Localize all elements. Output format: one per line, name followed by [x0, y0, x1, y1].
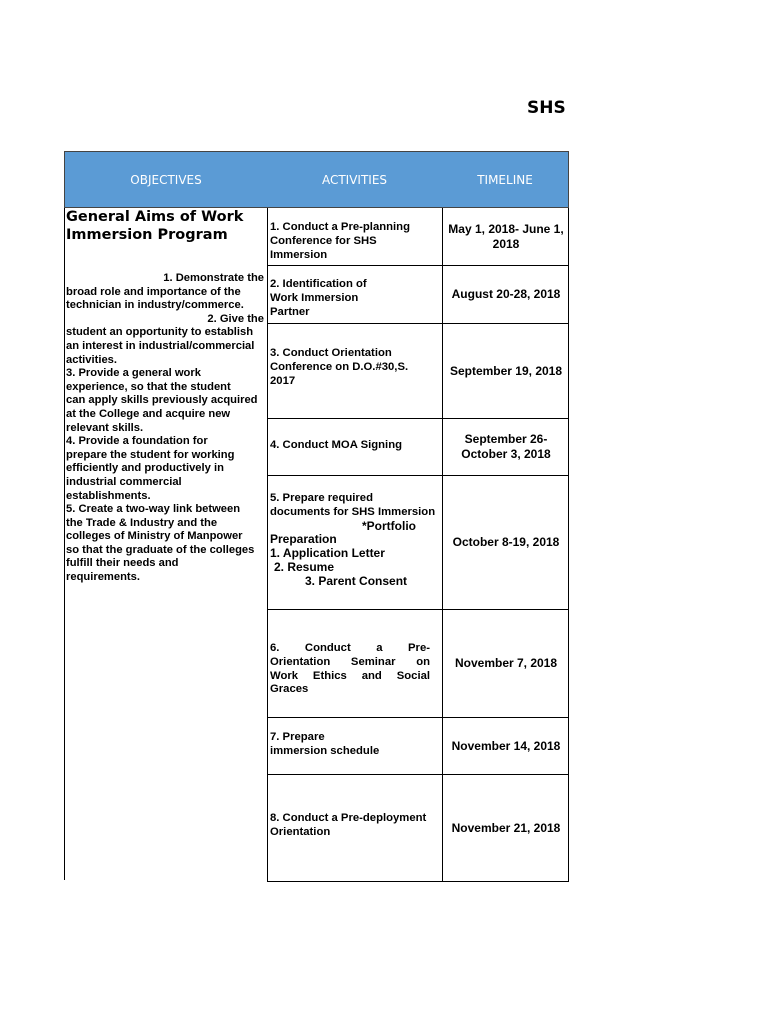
timeline-cell	[442, 208, 569, 265]
header-timeline-label: TIMELINE	[477, 172, 533, 187]
objective-line: 5. Create a two-way link between	[66, 503, 241, 516]
timeline-cell	[442, 324, 569, 418]
activity-line: Immersion	[270, 248, 328, 261]
activity-line: 8. Conduct a Pre-deployment	[270, 812, 427, 824]
objectives-heading-line: General Aims of Work	[66, 209, 244, 225]
activity-cell	[270, 812, 442, 840]
objective-line: experience, so that the student	[66, 380, 231, 393]
activity-line: Partner	[270, 305, 310, 318]
objective-line: broad role and importance of the	[66, 285, 241, 298]
objective-line: industrial commercial	[66, 475, 182, 488]
activity-line: 4. Conduct MOA Signing	[270, 439, 402, 451]
objectives-heading-line: Immersion Program	[66, 227, 228, 243]
timeline-line: November 7, 2018	[454, 656, 558, 670]
objective-line: 4. Provide a foundation for	[66, 435, 208, 448]
table-row	[267, 775, 569, 882]
objective-line: 3. Provide a general work	[66, 367, 201, 380]
activity-cell	[270, 221, 440, 262]
objective-line: prepare the student for working	[66, 448, 235, 461]
activity-line: 7. Prepare	[270, 731, 325, 743]
activity-cell	[270, 642, 430, 697]
activity-line: Conference on D.O.#30,S.	[270, 360, 409, 373]
table-row	[267, 266, 569, 324]
objective-line: the Trade & Industry and the	[66, 516, 218, 529]
table-row	[267, 208, 569, 266]
activity-line: Orientation Seminar on	[270, 655, 430, 668]
table-row	[267, 419, 569, 476]
header-objectives-label: OBJECTIVES	[130, 172, 202, 187]
table-row	[267, 610, 569, 718]
activity-line: 5. Prepare required	[270, 492, 373, 504]
objective-line: colleges of Ministry of Manpower	[66, 530, 243, 543]
activity-line: 6. Conduct a Pre-	[270, 642, 430, 654]
activity-line: 2. Identification of	[270, 278, 367, 290]
timeline-line: 2018	[492, 236, 520, 251]
timeline-cell	[442, 419, 569, 475]
timeline-line: October 3, 2018	[461, 447, 551, 461]
table-row	[267, 718, 569, 775]
timeline-cell	[442, 610, 569, 717]
activity-line: documents for SHS Immersion	[270, 505, 436, 518]
activity-line: Preparation	[270, 532, 337, 547]
activity-cell	[270, 347, 440, 388]
objective-line: requirements.	[66, 571, 140, 584]
timeline-line: August 20-28, 2018	[451, 287, 561, 301]
activity-cell	[270, 439, 440, 453]
activity-cell	[270, 731, 440, 759]
objectives-heading	[66, 208, 266, 244]
timeline-cell	[442, 476, 569, 609]
activity-line: Graces	[270, 683, 309, 696]
objective-line: relevant skills.	[66, 421, 144, 434]
timeline-line: October 8-19, 2018	[452, 535, 560, 549]
objective-line: establishments.	[66, 489, 151, 502]
activity-line: 1. Conduct a Pre-planning	[270, 221, 410, 233]
objective-line: at the College and acquire new	[66, 407, 231, 420]
activity-cell	[270, 492, 442, 589]
activity-line: *Portfolio	[362, 518, 416, 533]
activity-line: Conference for SHS	[270, 234, 377, 247]
table-row	[267, 476, 569, 610]
activity-line: 3. Parent Consent	[305, 573, 408, 588]
timeline-line: November 21, 2018	[451, 820, 561, 835]
timeline-line: September 26-	[464, 432, 548, 446]
timeline-cell	[442, 775, 569, 881]
objective-line: fulfill their needs and	[66, 557, 179, 570]
objective-line: activities.	[66, 353, 117, 366]
objectives-column-border	[64, 208, 65, 880]
header-activities-label: ACTIVITIES	[321, 172, 388, 187]
activity-line: Orientation	[270, 825, 331, 838]
activity-line: Work Ethics and Social	[270, 669, 430, 682]
objective-line: student an opportunity to establish	[66, 326, 254, 339]
activity-cell	[270, 278, 440, 319]
activity-line: 2. Resume	[274, 559, 335, 574]
timeline-line: September 19, 2018	[449, 363, 563, 378]
objective-line: an interest in industrial/commercial	[66, 339, 255, 352]
objective-line: 1. Demonstrate the	[163, 272, 264, 284]
table-row	[267, 324, 569, 419]
objective-line: efficiently and productively in	[66, 462, 224, 475]
timeline-cell	[442, 718, 569, 774]
timeline-cell	[442, 266, 569, 323]
objective-line: can apply skills previously acquired	[66, 394, 258, 407]
objective-line: technician in industry/commerce.	[66, 299, 244, 312]
header-activities	[267, 151, 443, 208]
activity-line: 3. Conduct Orientation	[270, 347, 392, 359]
activity-line: immersion schedule	[270, 744, 380, 757]
activity-line: 1. Application Letter	[270, 546, 385, 561]
activity-line: 2017	[270, 374, 296, 387]
document-title: SHS	[527, 98, 566, 118]
objectives-body	[66, 272, 264, 585]
header-timeline	[442, 151, 569, 208]
objective-line: so that the graduate of the colleges	[66, 543, 255, 556]
header-objectives	[64, 151, 268, 208]
activity-line: Work Immersion	[270, 291, 359, 304]
timeline-line: November 14, 2018	[451, 738, 561, 753]
timeline-line: May 1, 2018- June 1,	[448, 221, 564, 236]
objective-line: 2. Give the	[207, 312, 264, 325]
